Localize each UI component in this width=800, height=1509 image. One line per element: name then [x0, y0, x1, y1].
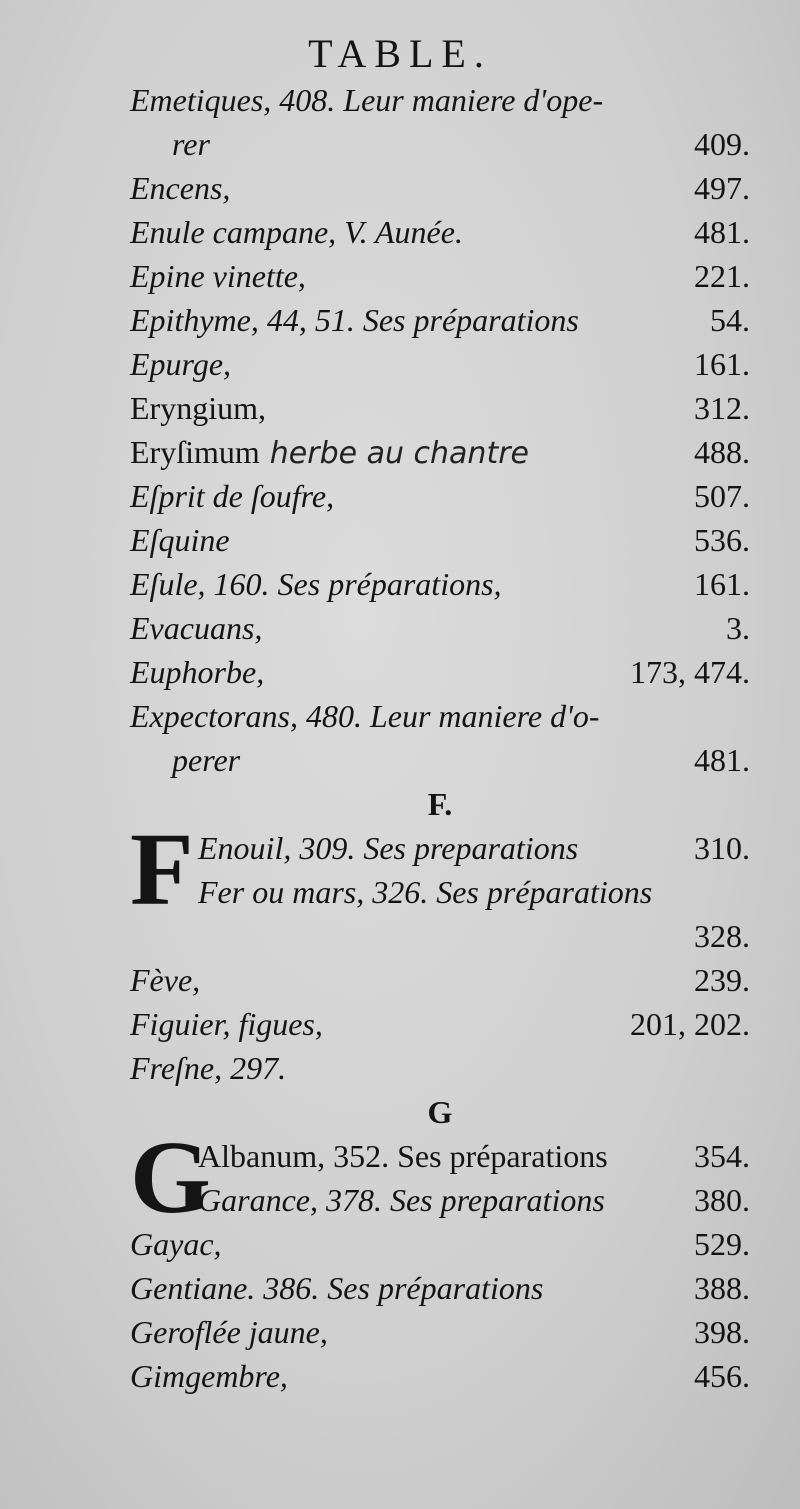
index-entry	[130, 386, 750, 430]
entry-term: Euphorbe,	[130, 654, 265, 690]
entry-page: 497.	[694, 170, 750, 206]
index-entries	[130, 78, 750, 1398]
entry-term: Figuier, figues,	[130, 1006, 323, 1042]
entry-term: Gentiane. 386. Ses préparations	[130, 1270, 544, 1306]
entry-term: rer	[172, 126, 210, 162]
dropcap-g: G	[130, 1120, 211, 1235]
entry-term: Eſquine	[130, 522, 230, 558]
index-entry	[130, 958, 750, 1002]
entry-page: 529.	[694, 1226, 750, 1262]
entry-page: 380.	[694, 1182, 750, 1218]
index-entry	[130, 738, 750, 782]
entry-page: 536.	[694, 522, 750, 558]
index-entry	[130, 122, 750, 166]
section-f-heading: F.	[427, 786, 453, 822]
page-header: TABLE.	[308, 31, 492, 76]
entry-term: Enouil, 309. Ses preparations	[198, 830, 579, 866]
entry-term: Garance, 378. Ses preparations	[198, 1182, 605, 1218]
index-entry	[130, 78, 750, 122]
entry-page: 354.	[694, 1138, 750, 1174]
section-e-entries	[130, 78, 750, 782]
index-entry	[130, 1046, 750, 1090]
index-entry	[130, 1222, 750, 1266]
index-entry	[130, 210, 750, 254]
entry-page: 328.	[694, 918, 750, 954]
entry-term: Freſne, 297.	[130, 1050, 287, 1086]
entry-term: Eſule, 160. Ses préparations,	[130, 566, 502, 602]
entry-page: 161.	[694, 566, 750, 602]
index-entry	[130, 650, 750, 694]
entry-page: 161.	[694, 346, 750, 382]
entry-term: perer	[172, 742, 241, 778]
index-entry	[130, 166, 750, 210]
entry-term: Gimgembre,	[130, 1358, 288, 1394]
section-f-dropcap-block	[130, 812, 750, 927]
index-entry	[198, 1134, 750, 1178]
entry-page: 3.	[726, 610, 750, 646]
index-entry	[130, 694, 750, 738]
entry-page: 201, 202.	[630, 1006, 750, 1042]
entry-page: 409.	[694, 126, 750, 162]
index-entry	[198, 870, 750, 914]
entry-term: Epurge,	[130, 346, 232, 382]
index-entry	[130, 254, 750, 298]
index-entry	[198, 1178, 750, 1222]
entry-term: Expectorans, 480. Leur maniere d'o-	[130, 698, 600, 734]
entry-page: 221.	[694, 258, 750, 294]
entry-page: 54.	[710, 302, 750, 338]
entry-term: Fer ou mars, 326. Ses préparations	[198, 874, 653, 910]
section-g-entries	[130, 1222, 750, 1398]
section-f-entries	[130, 914, 750, 1090]
index-entry	[130, 606, 750, 650]
dropcap-f: F	[130, 812, 194, 927]
index-entry	[130, 298, 750, 342]
entry-term: Geroflée jaune,	[130, 1314, 328, 1350]
entry-page: 173, 474.	[630, 654, 750, 690]
entry-page: 312.	[694, 390, 750, 426]
index-entry	[198, 826, 750, 870]
entry-term: Albanum, 352. Ses préparations	[198, 1138, 608, 1174]
entry-term: Emetiques, 408. Leur maniere d'ope-	[130, 82, 604, 118]
entry-term: Eſprit de ſoufre,	[130, 478, 335, 514]
entry-term: Epithyme, 44, 51. Ses préparations	[130, 302, 579, 338]
section-g-heading: G	[427, 1094, 453, 1130]
entry-page: 239.	[694, 962, 750, 998]
entry-page: 456.	[694, 1358, 750, 1394]
entry-term: Gayac,	[130, 1226, 222, 1262]
entry-page: 398.	[694, 1314, 750, 1350]
entry-term: Epine vinette,	[130, 258, 306, 294]
entry-term: Eryngium,	[130, 390, 266, 426]
section-g-dropcap-block	[130, 1120, 750, 1235]
index-entry	[130, 1266, 750, 1310]
entry-page: 481.	[694, 214, 750, 250]
handwritten-note: herbe au chantre	[269, 436, 529, 471]
entry-page: 507.	[694, 478, 750, 514]
entry-page: 388.	[694, 1270, 750, 1306]
entry-page: 310.	[694, 830, 750, 866]
entry-term: Fève,	[130, 962, 201, 998]
index-entry	[130, 562, 750, 606]
entry-page: 488.	[694, 434, 750, 470]
index-entry	[130, 1002, 750, 1046]
entry-page: 481.	[694, 742, 750, 778]
index-entry	[130, 518, 750, 562]
entry-term: Enule campane, V. Aunée.	[130, 214, 463, 250]
entry-term: Eryſimum	[130, 434, 260, 470]
entry-term: Evacuans,	[130, 610, 263, 646]
index-entry	[130, 342, 750, 386]
index-entry	[130, 474, 750, 518]
index-entry	[130, 1354, 750, 1398]
index-entry	[130, 430, 750, 474]
index-entry	[130, 914, 750, 958]
entry-term: Encens,	[130, 170, 231, 206]
index-entry	[130, 1310, 750, 1354]
